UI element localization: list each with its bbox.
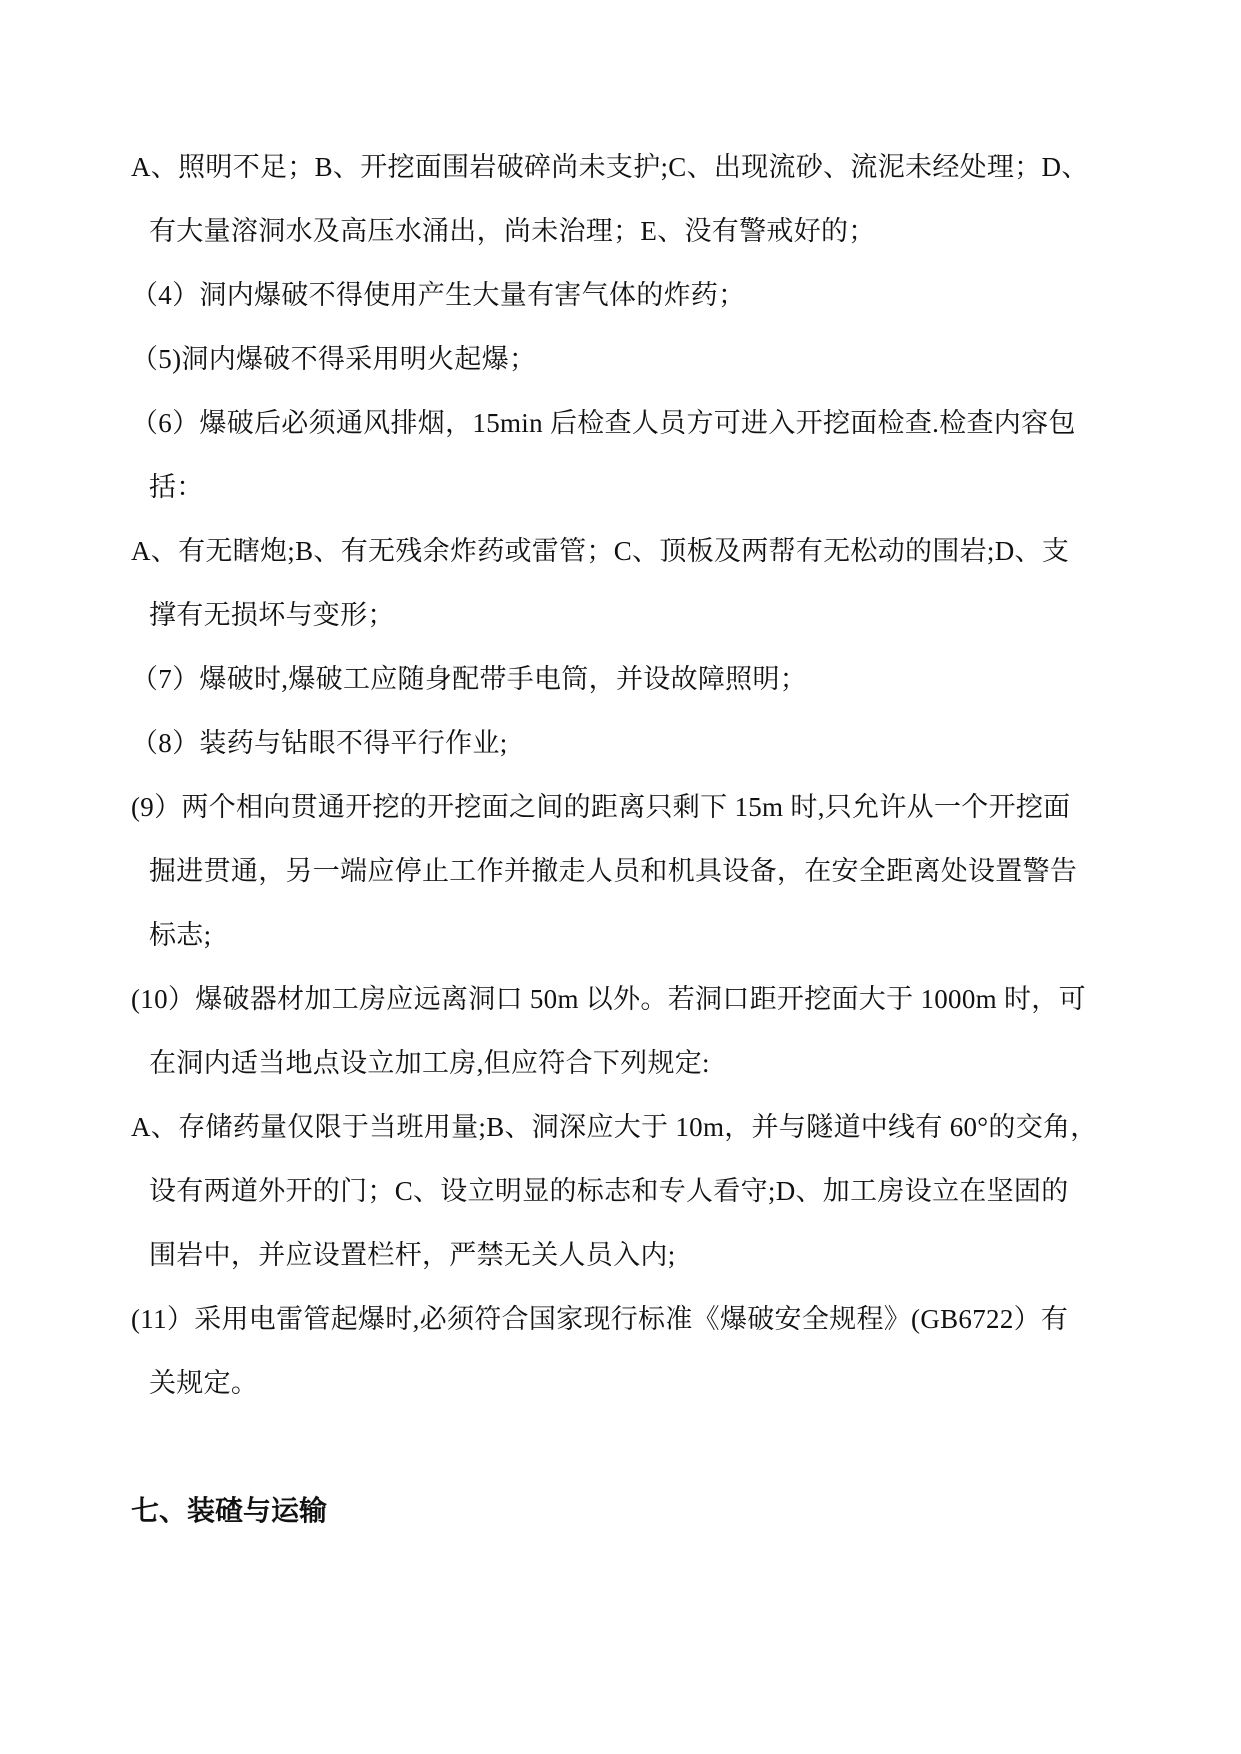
text-line-20: 关规定。 [149, 1368, 259, 1398]
text-line-19: (11）采用电雷管起爆时,必须符合国家现行标准《爆破安全规程》(GB6722）有 [131, 1304, 1069, 1334]
text-line-9: （7）爆破时,爆破工应随身配带手电筒，并设故障照明； [131, 664, 808, 694]
text-line-15: 在洞内适当地点设立加工房,但应符合下列规定: [149, 1048, 710, 1078]
section-heading: 七、装碴与运输 [131, 1494, 328, 1527]
text-line-4: （5)洞内爆破不得采用明火起爆； [131, 344, 537, 374]
text-line-16: A、存储药量仅限于当班用量;B、洞深应大于 10m，并与隧道中线有 60°的交角， [131, 1112, 1098, 1142]
text-line-13: 标志; [149, 920, 212, 950]
text-line-6: 括： [149, 472, 204, 502]
text-line-11: (9）两个相向贯通开挖的开挖面之间的距离只剩下 15m 时,只允许从一个开挖面 [131, 792, 1071, 822]
text-line-5: （6）爆破后必须通风排烟，15min 后检查人员方可进入开挖面检查.检查内容包 [131, 408, 1076, 438]
text-line-17: 设有两道外开的门；C、设立明显的标志和专人看守;D、加工房设立在坚固的 [149, 1176, 1069, 1206]
text-line-8: 撑有无损坏与变形； [149, 600, 395, 630]
text-line-2: 有大量溶洞水及高压水涌出，尚未治理；E、没有警戒好的； [149, 216, 876, 246]
text-line-3: （4）洞内爆破不得使用产生大量有害气体的炸药； [131, 280, 746, 310]
text-line-18: 围岩中，并应设置栏杆，严禁无关人员入内; [149, 1240, 676, 1270]
text-line-1: A、照明不足；B、开挖面围岩破碎尚未支护;C、出现流砂、流泥未经处理；D、 [131, 152, 1089, 182]
text-line-10: （8）装药与钻眼不得平行作业; [131, 728, 508, 758]
text-line-12: 掘进贯通，另一端应停止工作并撤走人员和机具设备，在安全距离处设置警告 [149, 856, 1078, 886]
text-line-7: A、有无瞎炮;B、有无残余炸药或雷管；C、顶板及两帮有无松动的围岩;D、支 [131, 536, 1070, 566]
text-line-14: (10）爆破器材加工房应远离洞口 50m 以外。若洞口距开挖面大于 1000m 时，可 [131, 984, 1086, 1014]
